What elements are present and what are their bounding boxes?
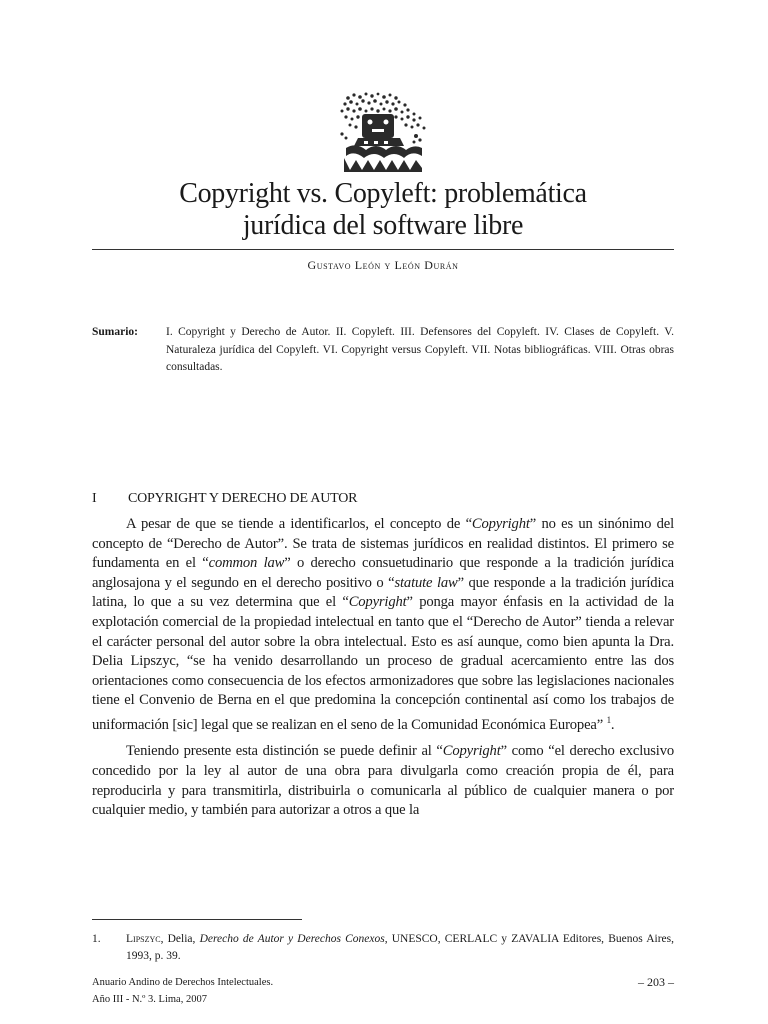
footnote-reference[interactable]: 1 <box>606 714 611 725</box>
author-name: Gustavo León y León Durán <box>307 258 459 272</box>
text-run: , UNESCO, CERLALC y ZAVALIA Editores, Buenos Aires, 1993, p. 39. <box>126 933 675 962</box>
italic-run: common law <box>208 555 285 572</box>
text-run: ” que responde a la tradición jurídica latina, lo que a su vez determina que el “ <box>92 574 675 611</box>
page-number: – 203 – <box>638 975 674 989</box>
footnote-work-title: Derecho de Autor y Derechos Conexos <box>199 933 385 945</box>
text-run: , Delia, <box>160 933 200 945</box>
footnote-author: Lipszyc <box>126 933 161 945</box>
journal-name: Anuario Andino de Derechos Intelectuales. <box>92 977 274 988</box>
italic-run: Copyright <box>471 516 530 532</box>
footnote-number: 1. <box>92 933 101 945</box>
summary-label: Sumario: <box>92 326 138 338</box>
footnote-divider <box>92 919 302 920</box>
text-run: A pesar de que se tiende a identificarlos, el concepto de “ <box>126 516 472 532</box>
paragraph-1 <box>92 515 674 735</box>
title-divider <box>92 249 674 250</box>
body-text <box>92 515 674 828</box>
section-heading <box>92 491 357 507</box>
text-run: Teniendo presente esta distinción se puede definir al “ <box>126 743 443 760</box>
running-footer <box>92 974 273 1008</box>
summary-block <box>92 324 674 377</box>
footnote-text <box>126 931 674 965</box>
title-line-1: Copyright vs. Copyleft: problemática <box>179 178 587 209</box>
text-run: ” como “el derecho exclusivo concedido por la ley al autor de una obra para divulgarla como creación propia de él, para reproducirla y para transmitirla, distribuirla o comunicarla al público de cualquier manera o por cualquier medio, y también para autorizar a otros a que la <box>92 743 675 819</box>
journal-issue: Año III - N.º 3. Lima, 2007 <box>92 994 207 1005</box>
italic-run: statute law <box>394 574 458 591</box>
title-line-2: jurídica del software libre <box>242 210 524 241</box>
text-run: . <box>610 716 615 733</box>
text-run: ” ponga mayor énfasis en la actividad de la explotación comercial de la propiedad intelectual en tanto que el “Derecho de Autor” tienda a relevar el carácter personal del autor sobre la obra intelectual. Esto es así aunque, como bien apunta la Dra. Delia Lipszyc, “se ha venido desarrollando un proceso de gradual acercamiento entre las dos orientaciones como consecuencia de los efectos armonizadores que sobre las legislaciones nacionales tiene el Convenio de Berna en el que predomina la concepción continental así como los trabajos de uniformación [sic] legal que se realizan en el seno de la Comunidad Económica Europea” <box>92 594 675 733</box>
text-run: ” no es un sinónimo del concepto de “Derecho de Autor”. Se trata de sistemas jurídicos en realidad distintos. El primero se fundamenta en el “ <box>92 516 674 572</box>
italic-run: Copyright <box>348 594 407 611</box>
article-title <box>92 178 674 242</box>
text-run: ” o derecho consuetudinario que responde a la tradición jurídica anglosajona y el segundo en el derecho positivo o “ <box>92 555 674 591</box>
section-title: COPYRIGHT Y DERECHO DE AUTOR <box>128 491 358 506</box>
footnote <box>92 931 674 965</box>
paragraph-2 <box>92 742 674 820</box>
section-number: I <box>92 491 97 506</box>
italic-run: Copyright <box>442 743 501 760</box>
summary-text: I. Copyright y Derecho de Autor. II. Copyleft. III. Defensores del Copyleft. IV. Clases de Copyleft. V. Naturaleza jurídica del Copyleft. VI. Copyright versus Copyleft. VII. Notas bibliográficas. VIII. Otras obras consultadas. <box>166 326 674 373</box>
ornamental-emblem-icon <box>336 92 430 172</box>
